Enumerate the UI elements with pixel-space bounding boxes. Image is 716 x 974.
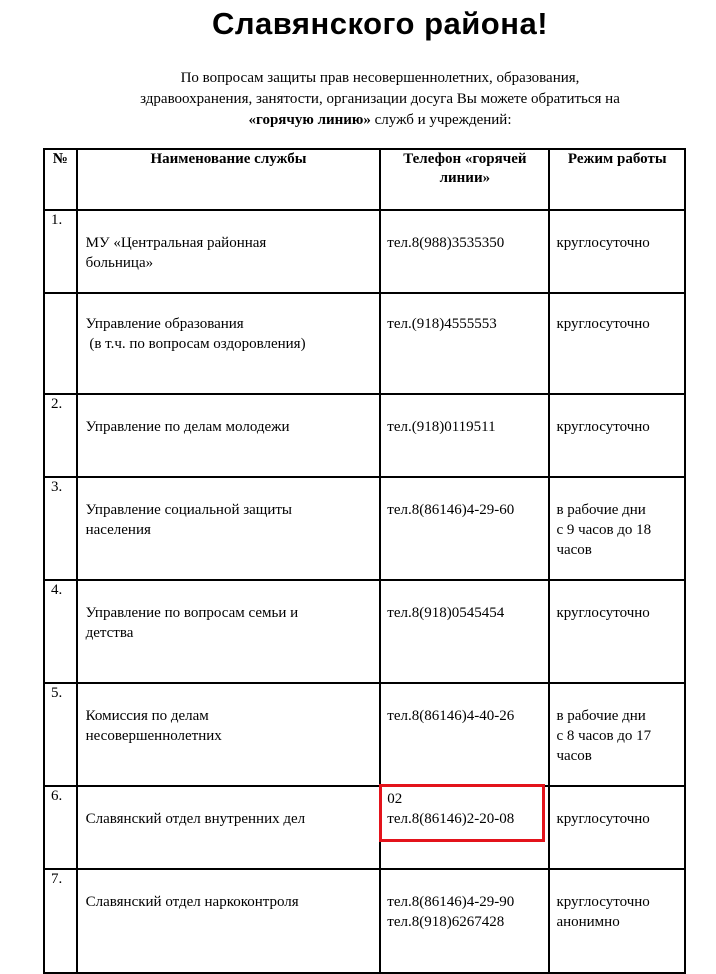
page-title: Славянского района! [211, 6, 549, 41]
table-body [44, 210, 685, 973]
row-number: 6. [44, 786, 77, 869]
table-row [44, 293, 685, 394]
work-mode [549, 683, 685, 786]
service-name [77, 869, 381, 973]
table-row [44, 210, 685, 293]
service-name-line: населения [85, 522, 151, 538]
service-name-line: несовершеннолетних [85, 728, 222, 744]
highlight-box [379, 784, 545, 842]
row-number: 3. [44, 477, 77, 580]
hotline-phone [380, 869, 549, 973]
phone-number: тел.8(988)3535350 [387, 235, 505, 251]
hotline-phone [380, 683, 549, 786]
intro-line-3 [90, 110, 670, 131]
work-mode-line: в рабочие дни [556, 502, 646, 518]
hotline-emphasis: «горячую линию» [248, 112, 371, 128]
service-name-line: больница» [85, 255, 154, 271]
work-mode-line: анонимно [556, 914, 620, 930]
intro-line-3-rest: служб и учреждений: [370, 112, 512, 128]
work-mode [549, 869, 685, 973]
services-table [43, 148, 686, 974]
service-name-line: Славянский отдел внутренних дел [85, 811, 306, 827]
intro-paragraph [90, 68, 670, 131]
phone-number: тел.8(918)0545454 [387, 605, 505, 621]
work-mode [549, 477, 685, 580]
table-row [44, 394, 685, 477]
hotline-phone [380, 394, 549, 477]
work-mode-line: круглосуточно [556, 316, 650, 332]
work-mode-line: круглосуточно [556, 811, 650, 827]
table-row [44, 683, 685, 786]
service-name [77, 293, 381, 394]
phone-number: 02 [387, 791, 403, 807]
header-work-mode: Режим работы [549, 149, 685, 210]
service-name-line: детства [85, 625, 134, 641]
phone-number: тел.8(86146)2-20-08 [387, 811, 515, 827]
work-mode-line: круглосуточно [556, 419, 650, 435]
work-mode-line: круглосуточно [556, 235, 650, 251]
table-row [44, 580, 685, 683]
work-mode [549, 293, 685, 394]
work-mode-line: часов [556, 542, 592, 558]
row-number: 1. [44, 210, 77, 293]
intro-line-2: здравоохранения, занятости, организации досуга Вы можете обратиться на [140, 91, 620, 107]
hotline-phone [380, 210, 549, 293]
work-mode-line: с 8 часов до 17 [556, 728, 652, 744]
row-number [44, 293, 77, 394]
service-name [77, 394, 381, 477]
row-number: 7. [44, 869, 77, 973]
work-mode [549, 210, 685, 293]
service-name-line: Управление по делам молодежи [85, 419, 290, 435]
work-mode [549, 394, 685, 477]
row-number: 2. [44, 394, 77, 477]
work-mode-line: с 9 часов до 18 [556, 522, 652, 538]
service-name [77, 210, 381, 293]
work-mode-line: в рабочие дни [556, 708, 646, 724]
header-number: № [44, 149, 77, 210]
hotline-phone [380, 293, 549, 394]
hotline-phone [380, 580, 549, 683]
service-name-line: Управление социальной защиты [85, 502, 293, 518]
service-name [77, 580, 381, 683]
service-name-line: Управление по вопросам семьи и [85, 605, 299, 621]
service-name [77, 477, 381, 580]
table-row [44, 477, 685, 580]
work-mode-line: круглосуточно [556, 894, 650, 910]
phone-number: тел.(918)4555553 [387, 316, 497, 332]
phone-number: тел.8(918)6267428 [387, 914, 505, 930]
table-header-row [44, 149, 685, 210]
row-number: 5. [44, 683, 77, 786]
service-name [77, 683, 381, 786]
phone-number: тел.8(86146)4-40-26 [387, 708, 515, 724]
intro-line-1: По вопросам защиты прав несовершеннолетних, образования, [180, 70, 580, 86]
work-mode-line: круглосуточно [556, 605, 650, 621]
service-name-line: Славянский отдел наркоконтроля [85, 894, 299, 910]
phone-number: тел.(918)0119511 [387, 419, 496, 435]
header-hotline-phone: Телефон «горячей линии» [380, 149, 549, 210]
hotline-phone [380, 477, 549, 580]
table-row [44, 869, 685, 973]
service-name-line: (в т.ч. по вопросам оздоровления) [85, 336, 306, 352]
header-service-name: Наименование службы [77, 149, 381, 210]
service-name-line: Управление образования [85, 316, 244, 332]
work-mode-line: часов [556, 748, 592, 764]
work-mode [549, 580, 685, 683]
service-name-line: МУ «Центральная районная [85, 235, 267, 251]
row-number: 4. [44, 580, 77, 683]
phone-number: тел.8(86146)4-29-60 [387, 502, 515, 518]
phone-number: тел.8(86146)4-29-90 [387, 894, 515, 910]
service-name-line: Комиссия по делам [85, 708, 209, 724]
